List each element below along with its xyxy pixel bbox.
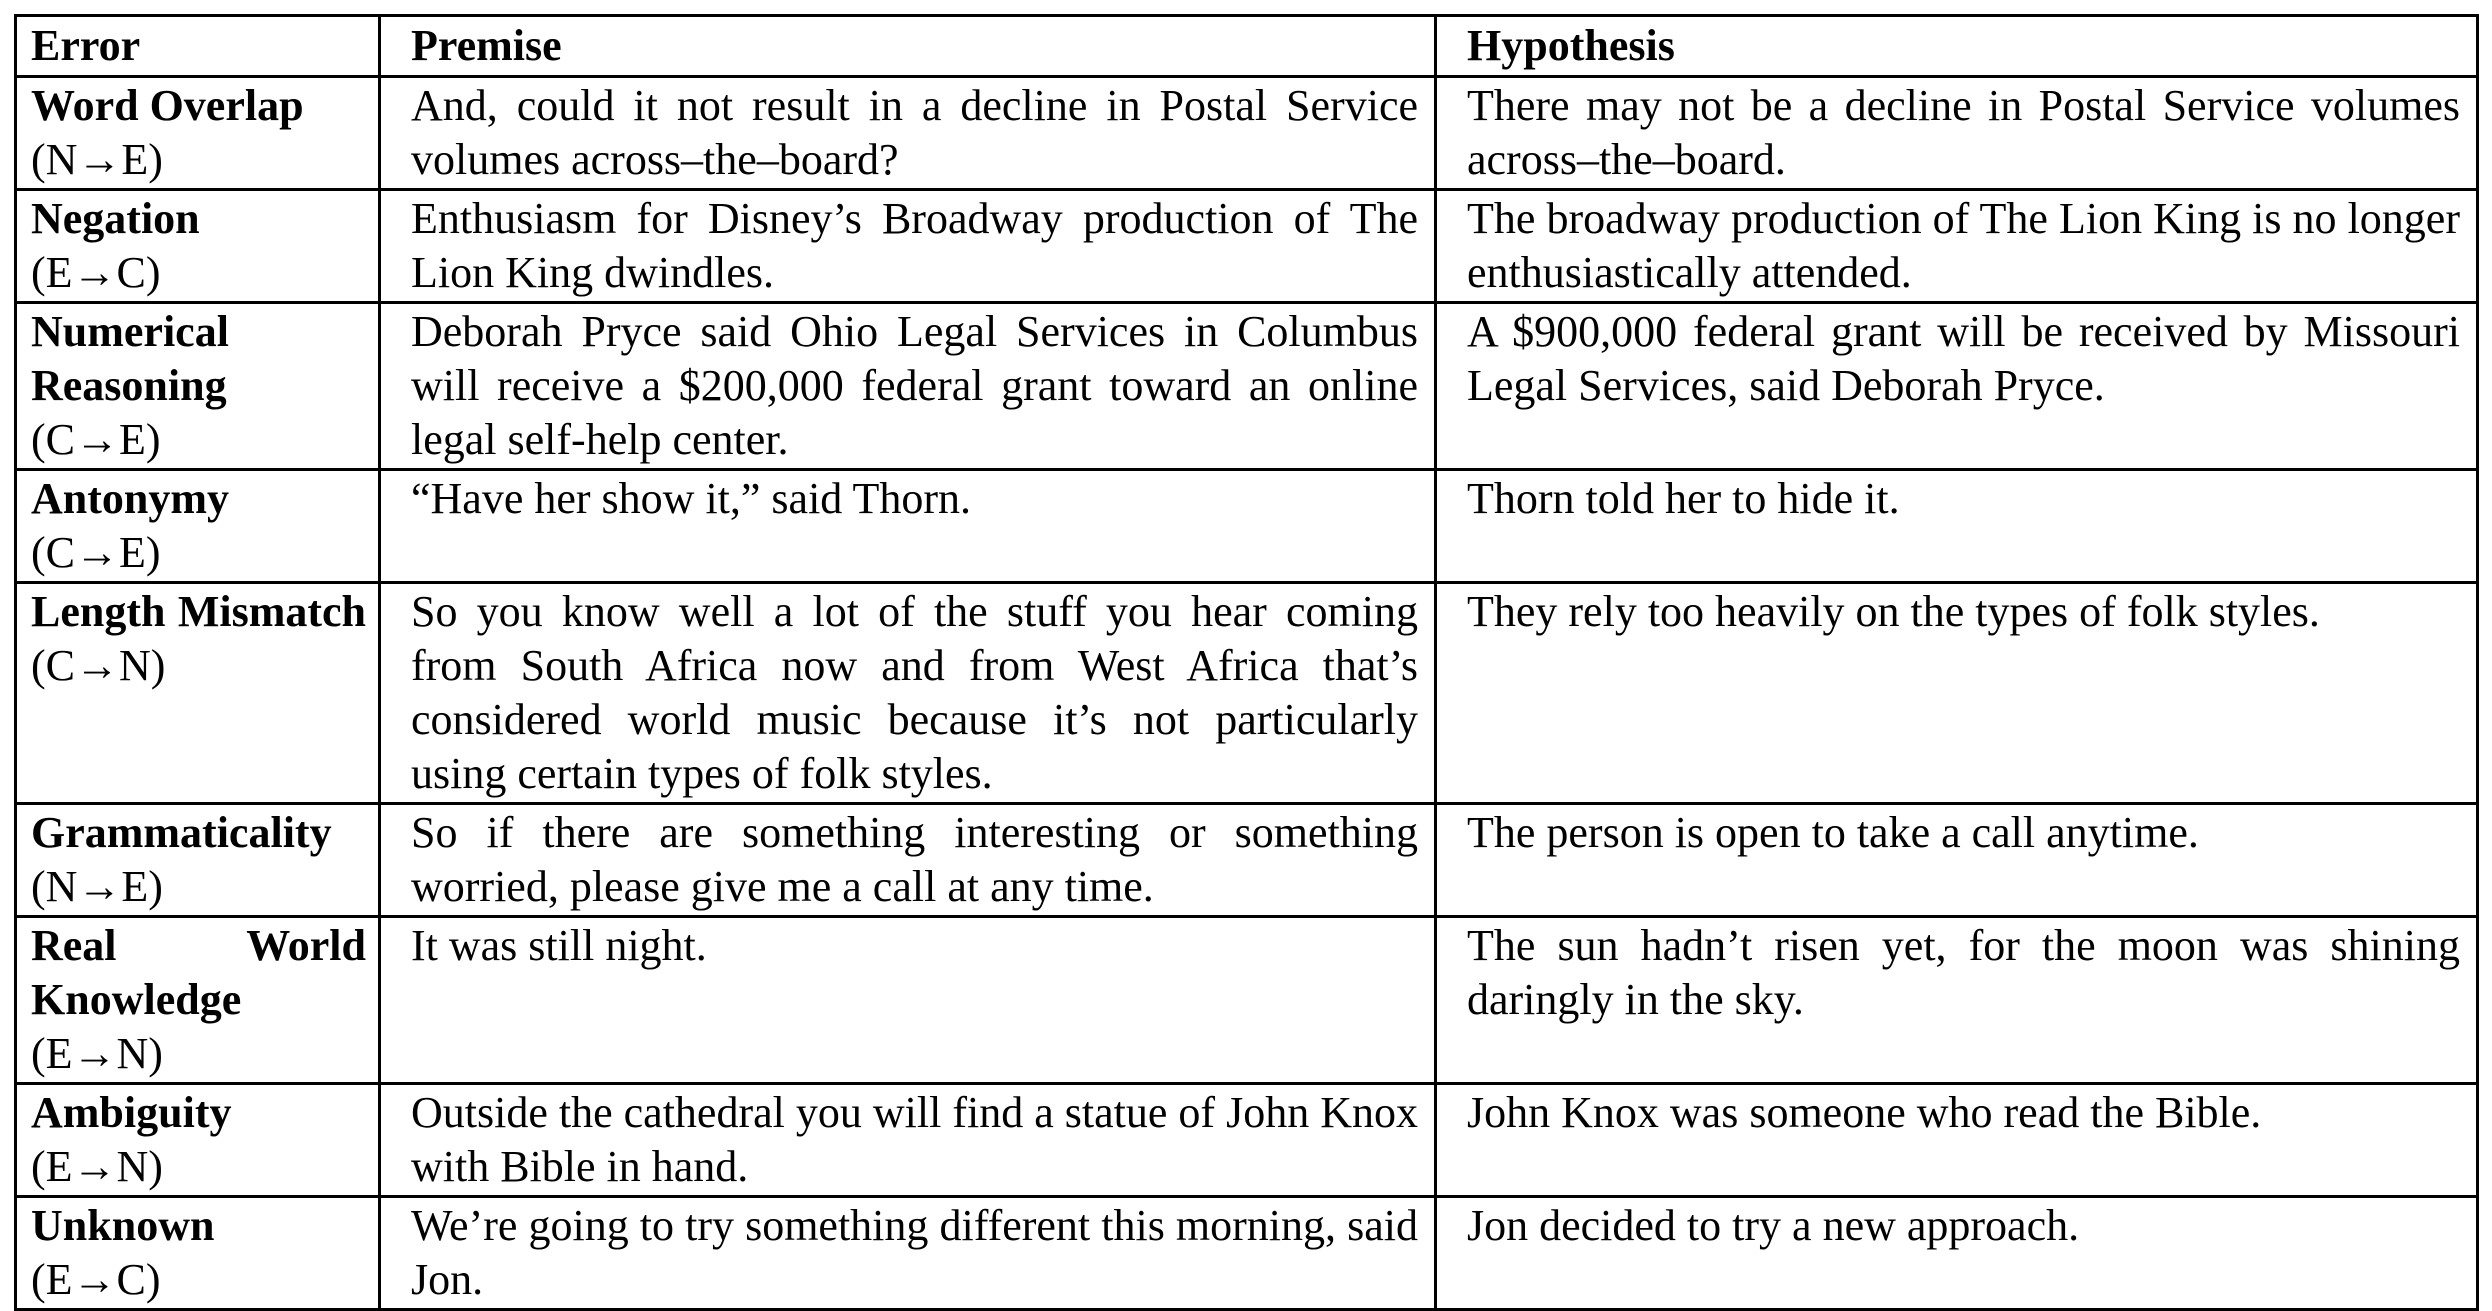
error-examples-table (14, 14, 2479, 1311)
error-type-cell (16, 917, 380, 1084)
error-type-name: Ambiguity (31, 1088, 232, 1137)
error-type-name: Unknown (31, 1201, 215, 1250)
table-row (16, 470, 2478, 583)
error-type-cell (16, 1084, 380, 1197)
label-change: (C→E) (31, 415, 161, 464)
error-type-cell (16, 77, 380, 190)
hypothesis-cell: Thorn told her to hide it. (1436, 470, 2478, 583)
error-type-name: Length Mismatch (31, 587, 366, 636)
label-change: (C→N) (31, 641, 166, 690)
label-change: (N→E) (31, 862, 163, 911)
header-premise: Premise (380, 16, 1436, 77)
hypothesis-cell: There may not be a decline in Postal Service volumes across–the–board. (1436, 77, 2478, 190)
label-change: (N→E) (31, 135, 163, 184)
table-row (16, 1197, 2478, 1310)
hypothesis-cell: A $900,000 federal grant will be received by Missouri Legal Services, said Deborah Pryce. (1436, 303, 2478, 470)
table-header-row (16, 16, 2478, 77)
table-row (16, 77, 2478, 190)
error-type-cell (16, 190, 380, 303)
premise-cell: And, could it not result in a decline in Postal Service volumes across–the–board? (380, 77, 1436, 190)
error-type-cell (16, 303, 380, 470)
label-change: (E→C) (31, 248, 161, 297)
table-row (16, 303, 2478, 470)
error-type-name: Real World Knowledge (31, 921, 366, 1024)
hypothesis-cell: John Knox was someone who read the Bible. (1436, 1084, 2478, 1197)
header-hypothesis: Hypothesis (1436, 16, 2478, 77)
premise-cell: It was still night. (380, 917, 1436, 1084)
table-row (16, 190, 2478, 303)
hypothesis-cell: The sun hadn’t risen yet, for the moon was shining daringly in the sky. (1436, 917, 2478, 1084)
error-type-name: Word Overlap (31, 81, 304, 130)
label-change: (E→C) (31, 1255, 161, 1304)
error-type-name: Negation (31, 194, 200, 243)
error-type-cell (16, 583, 380, 804)
label-change: (E→N) (31, 1142, 163, 1191)
error-type-cell (16, 470, 380, 583)
label-change: (E→N) (31, 1029, 163, 1078)
error-type-name: Antonymy (31, 474, 230, 523)
premise-cell: We’re going to try something different this morning, said Jon. (380, 1197, 1436, 1310)
error-type-cell (16, 1197, 380, 1310)
header-error: Error (16, 16, 380, 77)
premise-cell: So you know well a lot of the stuff you hear coming from South Africa now and from West Africa that’s considered world music because it’s not particularly using certain types of folk styles. (380, 583, 1436, 804)
hypothesis-cell: Jon decided to try a new approach. (1436, 1197, 2478, 1310)
label-change: (C→E) (31, 528, 161, 577)
premise-cell: Enthusiasm for Disney’s Broadway production of The Lion King dwindles. (380, 190, 1436, 303)
error-type-name: Numerical Reasoning (31, 307, 229, 410)
premise-cell: Outside the cathedral you will find a statue of John Knox with Bible in hand. (380, 1084, 1436, 1197)
table-row (16, 917, 2478, 1084)
error-type-cell (16, 804, 380, 917)
premise-cell: Deborah Pryce said Ohio Legal Services in Columbus will receive a $200,000 federal grant toward an online legal self-help center. (380, 303, 1436, 470)
error-type-name: Grammaticality (31, 808, 332, 857)
hypothesis-cell: The person is open to take a call anytime. (1436, 804, 2478, 917)
error-examples-table-wrapper (14, 14, 2479, 1311)
premise-cell: So if there are something interesting or something worried, please give me a call at any time. (380, 804, 1436, 917)
premise-cell: “Have her show it,” said Thorn. (380, 470, 1436, 583)
hypothesis-cell: The broadway production of The Lion King is no longer enthusiastically attended. (1436, 190, 2478, 303)
table-row (16, 1084, 2478, 1197)
table-row (16, 583, 2478, 804)
table-row (16, 804, 2478, 917)
hypothesis-cell: They rely too heavily on the types of folk styles. (1436, 583, 2478, 804)
